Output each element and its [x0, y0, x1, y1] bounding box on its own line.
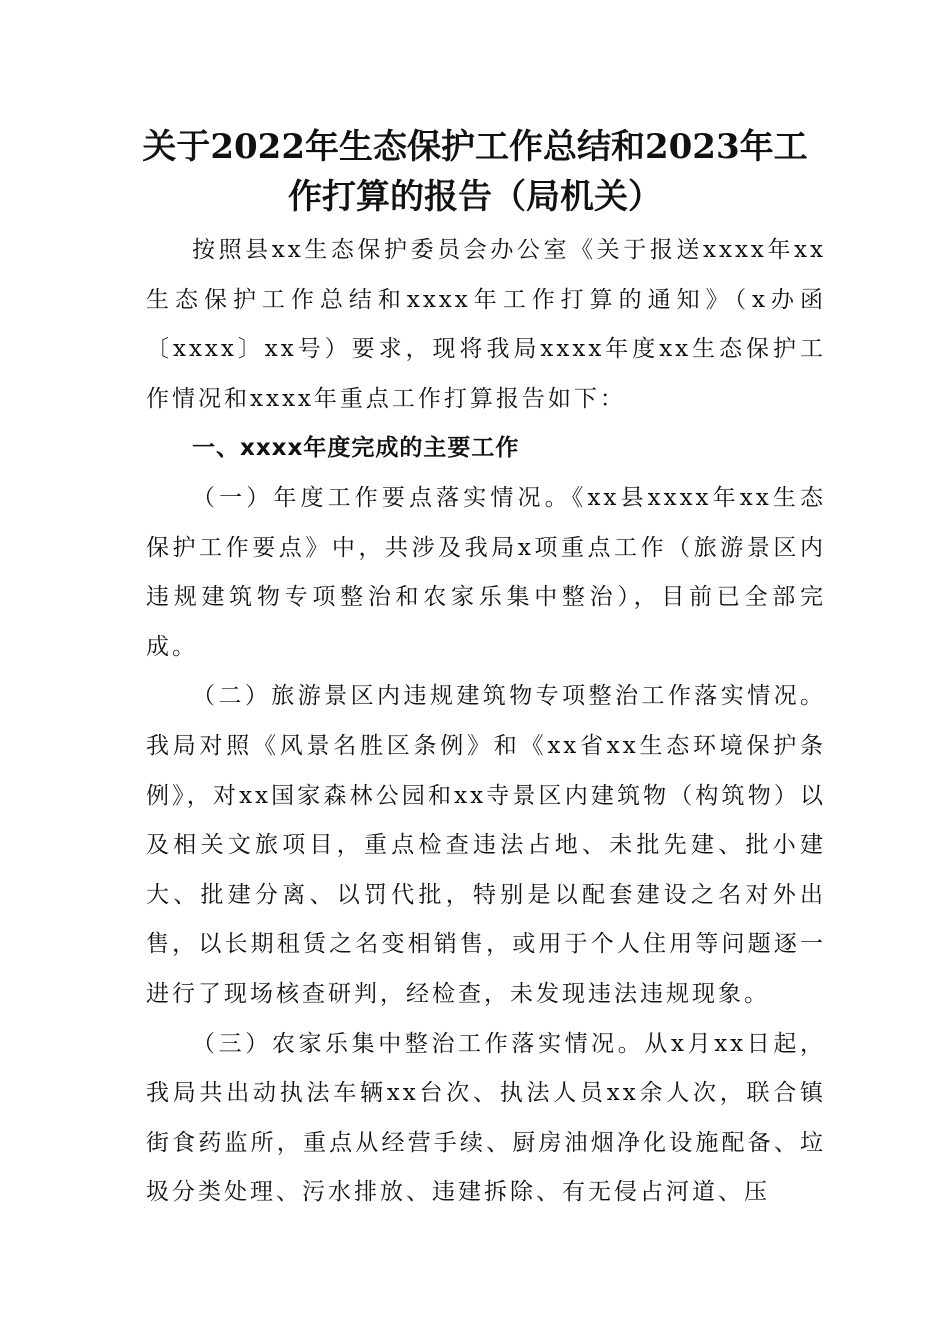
document-body [146, 226, 826, 1218]
document-title: 关于2022年生态保护工作总结和2023年工作打算的报告（局机关） [142, 127, 808, 217]
paragraph-1: （一）年度工作要点落实情况。《xx县xxxx年xx生态保护工作要点》中，共涉及我局x项重点工作（旅游景区内违规建筑物专项整治和农家乐集中整治），目前已全部完成。 [146, 484, 826, 660]
intro-paragraph: 按照县xx生态保护委员会办公室《关于报送xxxx年xx生态保护工作总结和xxxx年工作打算的通知》（x办函〔xxxx〕xx号）要求，现将我局xxxx年度xx生态保护工作情况和xxxx年重点工作打算报告如下： [146, 237, 826, 412]
paragraph-3: （三）农家乐集中整治工作落实情况。从x月xx日起，我局共出动执法车辆xx台次、执法人员xx余人次，联合镇街食药监所，重点从经营手续、厨房油烟净化设施配备、垃圾分类处理、污水排放、违建拆除、有无侵占河道、压 [146, 1030, 826, 1206]
section-heading: 一、xxxx年度完成的主要工作 [192, 435, 520, 462]
paragraph-2: （二）旅游景区内违规建筑物专项整治工作落实情况。我局对照《风景名胜区条例》和《xx省xx生态环境保护条例》，对xx国家森林公园和xx寺景区内建筑物（构筑物）以及相关文旅项目，重点检查违法占地、未批先建、批小建大、批建分离、以罚代批，特别是以配套建设之名对外出售，以长期租赁之名变相销售，或用于个人住用等问题逐一进行了现场核查研判，经检查，未发现违法违规现象。 [146, 683, 826, 1007]
